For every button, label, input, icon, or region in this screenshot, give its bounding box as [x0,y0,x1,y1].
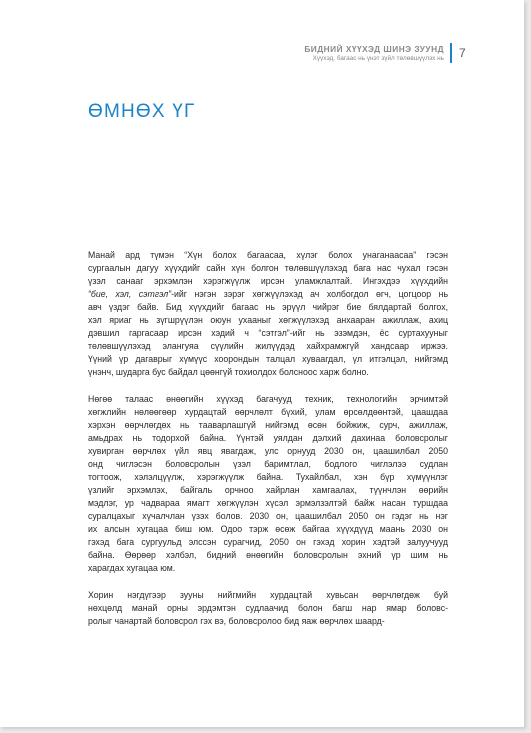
running-head [304,44,444,63]
text-line: хөгжлийн нөлөөгөөр хурдацтай өөрчлөлт бүхий, улам өрсөлдөөнтэй, цаашдаа [88,407,448,417]
text-line: хувирган өөрчлөх үйл явц явагдаж, улс орнууд 2030 он, цаашилбал 2050 [88,446,448,456]
text-line: суралцахыг хүчалчлан үзэх болов. 2030 он, цаашилбал 2050 он гэдэг нь нэг [88,511,448,521]
text-line: мэдлэг, ур чадвараа ямагт хөгжүүлэн хүсэл эрмэлзэлтэй байж насан туршдаа [88,498,448,508]
text-line: амьдрах нь тодорхой байна. Үүнтэй уялдан дэлхий дахинаа боловсролыг [88,433,448,443]
text-line: гэхэд бага сургуульд элссэн сурагчид, 2050 он гэхэд хорин хэдтэй залуучууд [88,537,448,547]
running-title: БИДНИЙ ХҮҮХЭД ШИНЭ ЗУУНД [304,44,444,54]
text-line: дэвшил гаргасаар ирсэн хэдий ч “сэтгэл”-ийг нь эзэмдэн, ёс суртахууныг [88,328,448,338]
text-line: хэрхэн өөрчлөгдөх нь тааварлашгүй нийгэмд өсөн бойжиж, сурч, ажиллаж, [88,420,448,430]
text-line: үнэнч, шударга бус байдал цөөнгүй тохиолдох болсноос харж болно. [88,367,369,377]
text-line: ролыг чанартай боловсрол гэх вэ, боловсролоо бид яаж өөрчлөх шаард- [88,616,385,626]
page-number: 7 [459,46,466,60]
paragraph [88,589,448,628]
text-line: байна. Өөрөөр хэлбэл, бидний өнөөгийн боловсролын эхний үр шим нь [88,550,448,560]
text-line: авч үздэг байв. Бид хүүхдийг багаас нь эрүүл чийрэг бие бялдартай болгох, [88,302,448,312]
text-line: нөхцөлд манай орны эрдэмтэн судлаачид болон багш нар ямар боловс- [88,603,448,613]
text-line: их алсын хугацаа биш юм. Одоо тэрж өсөж байгаа хүүхдүүд маань 2030 он [88,524,448,534]
text-line: сургаалын дагуу хүүхдийг сайн хүн болгон төлөвшүүлэхэд бага нас чухал гэсэн [88,263,448,273]
text-line: онд чиглэсэн боловсролын үзэл баримтлал, бодлого чиглэлээ судлан [88,459,448,469]
text-line: хэл яриаг нь зүгшрүүлэн оюун ухааныг хөгжүүлэхэд анхааран ажиллаж, ахиц [88,315,448,325]
text-line: үзэл санааг эрхэмлэн хэрэгжүүлж ирсэн уламжлалтай. Ингэхдээ хүүхдийн [88,276,448,286]
paragraph [88,393,448,575]
text-line: Манай ард түмэн “Хүн болох багаасаа, хүлэг болох унаганаасаа” гэсэн [88,250,448,260]
chapter-title: ӨМНӨХ ҮГ [88,101,196,122]
text-line: Үүний үр дагаврыг хүмүүс хоорондын талцал хуваагдал, үл итгэлцэл, нийгэмд [88,354,448,364]
text-line: тогтоож, хэлэлцүүлж, хэрэгжүүлж байна. Тухайлбал, хэн бүр хүмүүнлэг [88,472,448,482]
text-line: Хорин нэгдүгээр зууны нийгмийн хурдацтай хувьсан өөрчлөгдөж буй [88,590,448,600]
text-line: харагдах хугацаа юм. [88,563,176,573]
running-subtitle: Хүүхэд, багаас нь үнэт зүйл төлөвшүүлэх нь [312,55,444,62]
paragraph [88,249,448,379]
text-line: төлөвшүүлэхэд элангуяа сүүлийн жилүүдэд хайхрамжгүй хандсаар иржээ. [88,341,448,351]
body-text [88,249,448,628]
text-line: Нөгөө талаас өнөөгийн хүүхэд багачууд техник, технологийн эрчимтэй [88,394,448,404]
text-line: “бие, хэл, сэтгэл”-ийг нэгэн зэрэг хөгжүүлэхэд ач холбогдол өгч, цогцоор нь [88,289,448,299]
text-line: үзлийг эрхэмлэх, байгаль орчноо хайрлан хамгаалах, түүнчлэн өөрийн [88,485,448,495]
header-divider [450,43,452,63]
